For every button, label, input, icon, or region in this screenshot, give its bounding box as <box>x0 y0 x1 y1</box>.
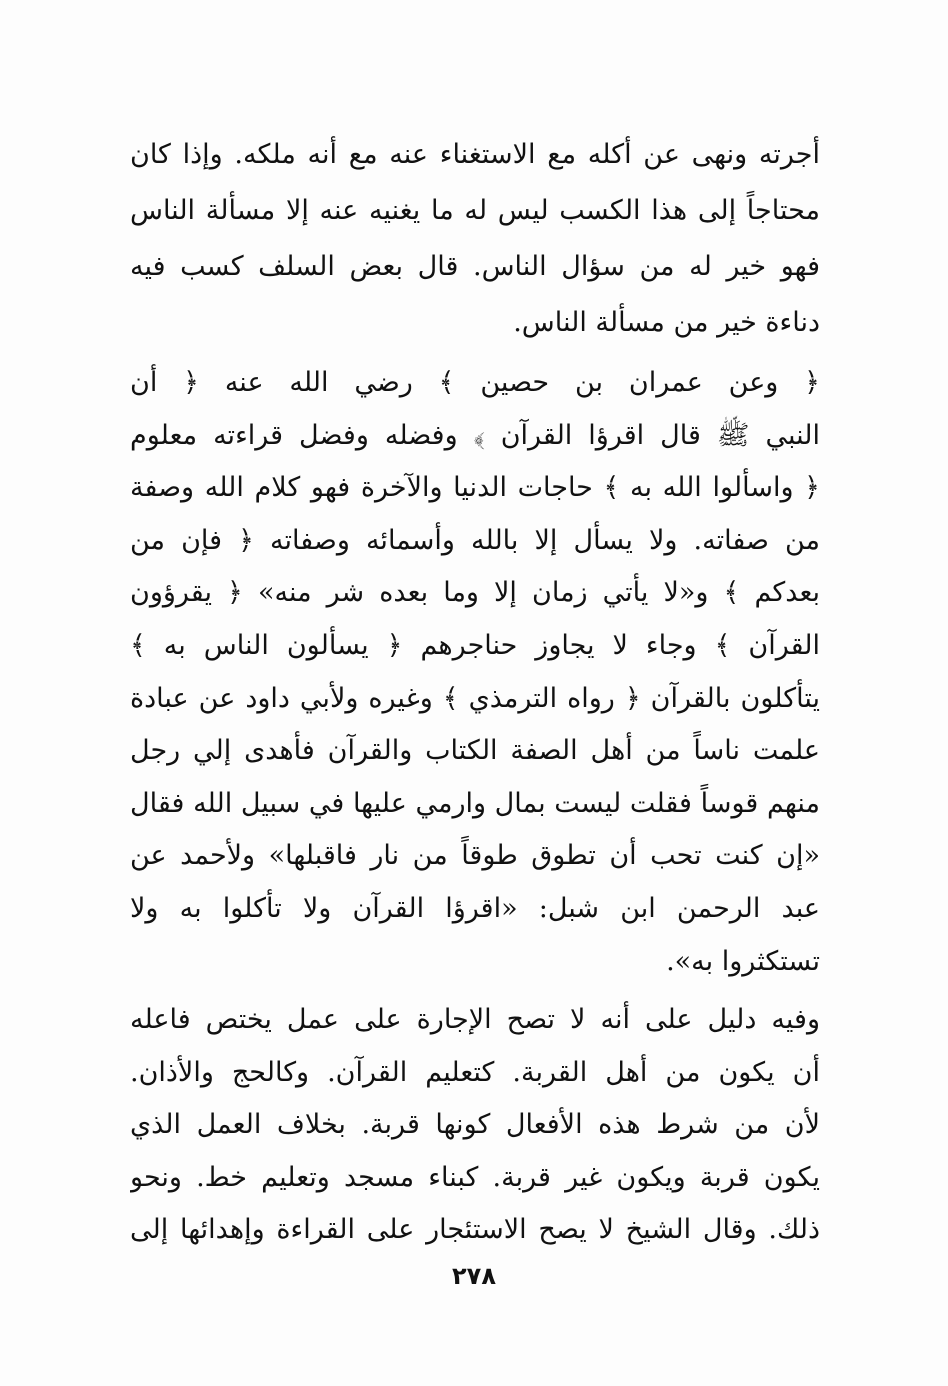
text-line: دناءة خير من مسألة الناس. <box>513 307 820 338</box>
text-line: علمت ناساً من أهل الصفة الكتاب والقرآن فأهدى إلي رجل <box>130 735 820 767</box>
text-line: عبد الرحمن ابن شبل: «اقرؤا القرآن ولا تأكلوا به ولا <box>130 892 820 924</box>
text-line: لأن من شرط هذه الأفعال كونها قربة. بخلاف العمل الذي <box>130 1109 820 1141</box>
text-line: القرآن ﴾ وجاء لا يجاوز حناجرهم ﴿ يسألون الناس به ﴾ <box>130 629 820 661</box>
text-line: ﴿ وعن عمران بن حصين ﴾ رضي الله عنه ﴿ أن <box>130 367 820 398</box>
paragraph-2 <box>130 357 820 988</box>
text-line: يكون قربة ويكون غير قربة. كبناء مسجد وتعليم خط. ونحو <box>130 1161 820 1193</box>
page-number: ٢٧٨ <box>452 1262 496 1290</box>
text-line: منهم قوساً فقلت ليست بمال وارمي عليها في سبيل الله فقال <box>130 787 820 819</box>
paragraph-3 <box>130 994 820 1257</box>
text-line: أن يكون من أهل القربة. كتعليم القرآن. وكالحج والأذان. <box>130 1056 820 1088</box>
text-line: النبي ﷺ قال اقرؤا القرآن ﴾ وفضله وفضل قراءته معلوم <box>130 419 820 451</box>
text-line: محتاجاً إلى هذا الكسب ليس له ما يغنيه عنه إلا مسألة الناس <box>130 195 820 226</box>
text-line: من صفاته. ولا يسأل إلا بالله وأسمائه وصفاته ﴿ فإن من <box>130 524 820 556</box>
text-line: بعدكم ﴾ و«لا يأتي زمان إلا وما بعده شر منه» ﴿ يقرؤون <box>130 577 820 609</box>
text-line: ذلك. وقال الشيخ لا يصح الاستئجار على القراءة وإهدائها إلى <box>130 1214 820 1246</box>
paragraph-1 <box>130 127 820 351</box>
text-line: فهو خير له من سؤال الناس. قال بعض السلف كسب فيه <box>130 251 820 282</box>
text-line: ﴿ واسألوا الله به ﴾ حاجات الدنيا والآخرة فهو كلام الله وصفة <box>130 472 820 504</box>
text-line: يتأكلون بالقرآن ﴿ رواه الترمذي ﴾ وغيره ولأبي داود عن عبادة <box>130 682 820 714</box>
text-line: أجرته ونهى عن أكله مع الاستغناء عنه مع أنه ملكه. وإذا كان <box>130 139 820 170</box>
text-line: تستكثروا به». <box>666 945 820 977</box>
text-line: وفيه دليل على أنه لا تصح الإجارة على عمل يختص فاعله <box>130 1004 820 1035</box>
text-line: «إن كنت تحب أن تطوق طوقاً من نار فاقبلها» ولأحمد عن <box>130 840 820 872</box>
